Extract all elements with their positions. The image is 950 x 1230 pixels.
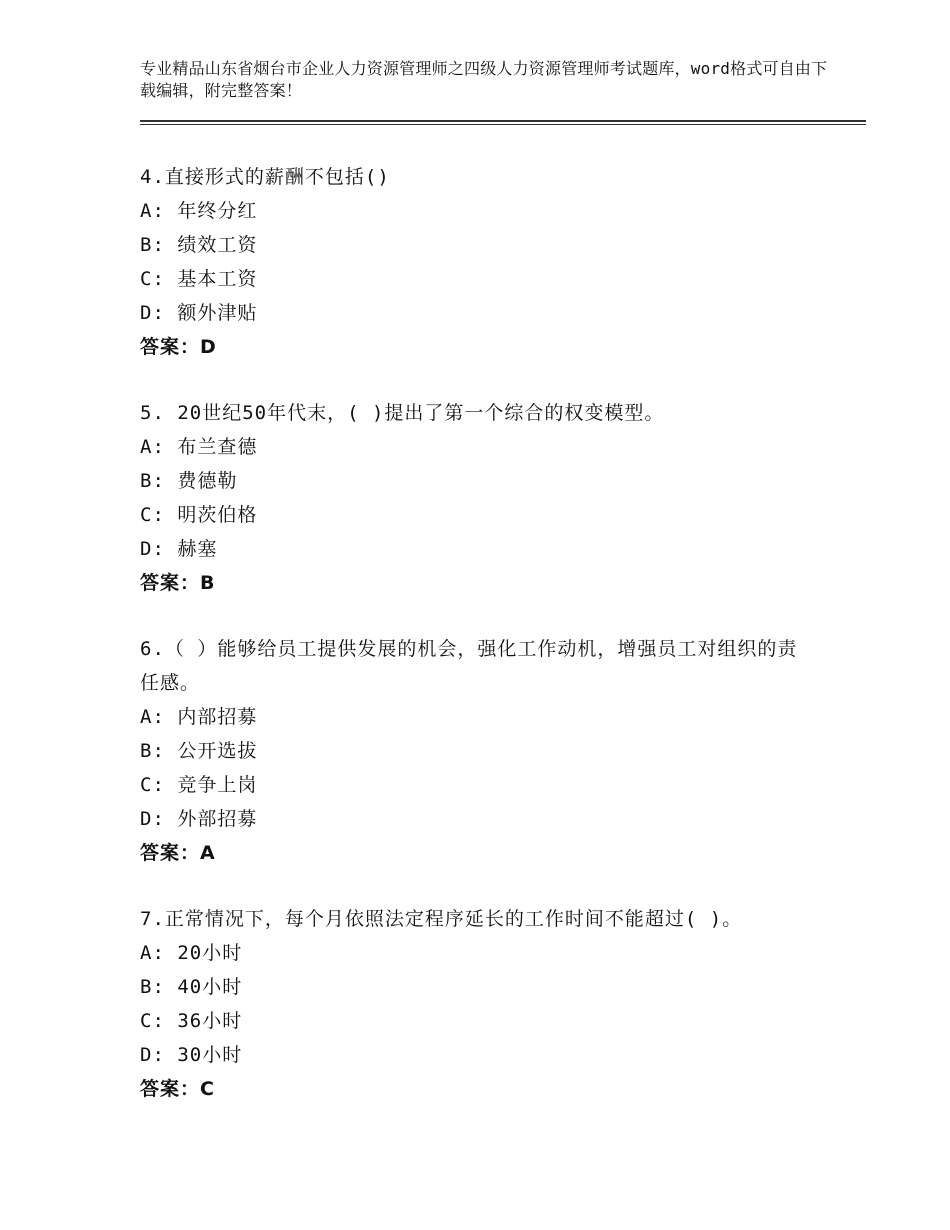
document-header: 专业精品山东省烟台市企业人力资源管理师之四级人力资源管理师考试题库，word格式可自由下载编辑，附完整答案！ [140, 59, 828, 100]
question-7 [140, 902, 830, 1106]
option-a: A: 20小时 [140, 942, 243, 964]
option-d: D: 外部招募 [140, 808, 258, 830]
header-divider-thin [140, 124, 866, 125]
question-stem: 4.直接形式的薪酬不包括() [140, 166, 390, 188]
option-a: A: 布兰查德 [140, 436, 258, 458]
option-b: B: 公开选拔 [140, 740, 258, 762]
question-stem: 5. 20世纪50年代末，( )提出了第一个综合的权变模型。 [140, 402, 665, 424]
option-b: B: 40小时 [140, 976, 243, 998]
question-6 [140, 632, 830, 870]
question-5 [140, 396, 830, 600]
question-4 [140, 160, 830, 364]
option-b: B: 绩效工资 [140, 234, 258, 256]
option-b: B: 费德勒 [140, 470, 238, 492]
option-c: C: 明茨伯格 [140, 504, 258, 526]
question-list [140, 160, 830, 1138]
option-c: C: 竞争上岗 [140, 774, 258, 796]
option-a: A: 年终分红 [140, 200, 258, 222]
answer-line: 答案：A [140, 842, 216, 864]
option-d: D: 赫塞 [140, 538, 218, 560]
option-a: A: 内部招募 [140, 706, 258, 728]
option-d: D: 30小时 [140, 1044, 243, 1066]
answer-line: 答案：C [140, 1078, 215, 1100]
answer-line: 答案：B [140, 572, 216, 594]
question-stem: 6.（ ）能够给员工提供发展的机会，强化工作动机，增强员工对组织的责任感。 [140, 638, 798, 694]
option-c: C: 基本工资 [140, 268, 258, 290]
answer-line: 答案：D [140, 336, 217, 358]
option-d: D: 额外津贴 [140, 302, 258, 324]
header-divider-thick [140, 120, 866, 122]
question-stem: 7.正常情况下，每个月依照法定程序延长的工作时间不能超过( )。 [140, 908, 743, 930]
option-c: C: 36小时 [140, 1010, 243, 1032]
